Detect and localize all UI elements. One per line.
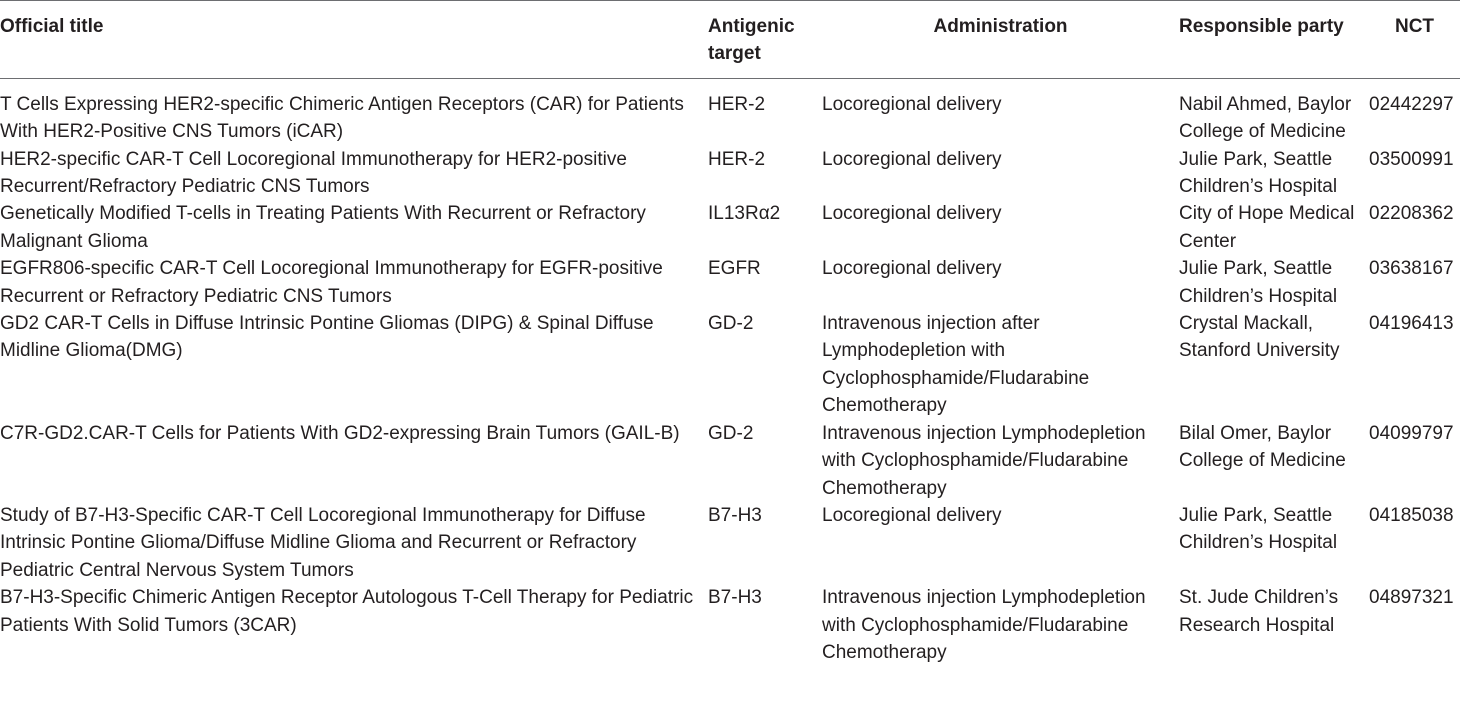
cell-antigenic-target: B7-H3 [708,504,762,526]
cell-administration: Intravenous injection after Lymphodepletion with Cyclophosphamide/Fludarabine Chemotherapy [822,313,1090,417]
cell-antigenic-target: IL13Rα2 [708,203,781,225]
cell-official-title: Genetically Modified T-cells in Treating Patients With Recurrent or Refractory Malignant Glioma [0,203,646,252]
cell-antigenic-target: HER-2 [708,148,766,170]
table-header [0,1,1460,79]
table-row [0,420,1460,502]
cell-responsible-party: City of Hope Medical Center [1179,203,1355,252]
cell-official-title: C7R-GD2.CAR-T Cells for Patients With GD2-expressing Brain Tumors (GAIL-B) [0,422,680,444]
cell-nct: 02208362 [1369,203,1454,225]
cell-antigenic-target: EGFR [708,258,761,280]
cell-responsible-party: Bilal Omer, Baylor College of Medicine [1179,422,1346,472]
header-nct: NCT [1394,16,1435,37]
cell-official-title: B7-H3-Specific Chimeric Antigen Receptor Autologous T-Cell Therapy for Pediatric Patients With Solid Tumors (3CAR) [0,587,694,636]
cell-responsible-party: Julie Park, Seattle Children’s Hospital [1179,148,1338,198]
table-row [0,502,1460,584]
cell-antigenic-target: GD-2 [708,422,754,444]
cell-administration: Locoregional delivery [822,258,1002,280]
cell-responsible-party: Nabil Ahmed, Baylor College of Medicine [1179,93,1352,143]
cell-nct: 03638167 [1369,258,1454,280]
cell-nct: 04196413 [1369,313,1454,335]
table-row [0,200,1460,255]
cell-nct: 04897321 [1369,587,1454,609]
cell-administration: Locoregional delivery [822,93,1002,115]
table-row [0,255,1460,310]
cell-administration: Locoregional delivery [822,148,1002,170]
cell-nct: 02442297 [1369,93,1454,115]
table-row [0,146,1460,201]
cell-official-title: HER2-specific CAR-T Cell Locoregional Immunotherapy for HER2-positive Recurrent/Refractory Pediatric CNS Tumors [0,148,627,198]
cell-nct: 04185038 [1369,504,1454,526]
header-responsible-party: Responsible party [1179,16,1344,37]
header-row [0,1,1460,79]
header-administration: Administration [933,16,1068,37]
table-row [0,584,1460,666]
cell-administration: Locoregional delivery [822,203,1002,225]
cell-antigenic-target: B7-H3 [708,587,762,609]
cell-official-title: EGFR806-specific CAR-T Cell Locoregional Immunotherapy for EGFR-positive Recurrent or Refractory Pediatric CNS Tumors [0,258,663,307]
cell-nct: 04099797 [1369,422,1454,444]
cell-nct: 03500991 [1369,148,1454,170]
cell-official-title: GD2 CAR-T Cells in Diffuse Intrinsic Pontine Gliomas (DIPG) & Spinal Diffuse Midline Glioma(DMG) [0,313,654,362]
header-official-title: Official title [0,16,104,37]
cell-responsible-party: St. Jude Children’s Research Hospital [1179,587,1339,636]
cell-responsible-party: Crystal Mackall, Stanford University [1179,313,1340,362]
cell-official-title: Study of B7-H3-Specific CAR-T Cell Locoregional Immunotherapy for Diffuse Intrinsic Pontine Glioma/Diffuse Midline Glioma and Recurrent or Refractory Pediatric Central Nervous System Tumors [0,504,646,581]
cell-antigenic-target: GD-2 [708,313,754,335]
cell-administration: Intravenous injection Lymphodepletion with Cyclophosphamide/Fludarabine Chemotherapy [822,422,1146,499]
cell-responsible-party: Julie Park, Seattle Children’s Hospital [1179,504,1338,554]
header-antigenic-target: Antigenic target [708,16,795,65]
cell-responsible-party: Julie Park, Seattle Children’s Hospital [1179,258,1338,307]
cell-administration: Locoregional delivery [822,504,1002,526]
table-row [0,78,1460,145]
cell-administration: Intravenous injection Lymphodepletion with Cyclophosphamide/Fludarabine Chemotherapy [822,587,1146,663]
table-row [0,310,1460,420]
cell-antigenic-target: HER-2 [708,93,766,115]
table-body [0,78,1460,666]
cell-official-title: T Cells Expressing HER2-specific Chimeric Antigen Receptors (CAR) for Patients With HER2-Positive CNS Tumors (iCAR) [0,93,684,143]
